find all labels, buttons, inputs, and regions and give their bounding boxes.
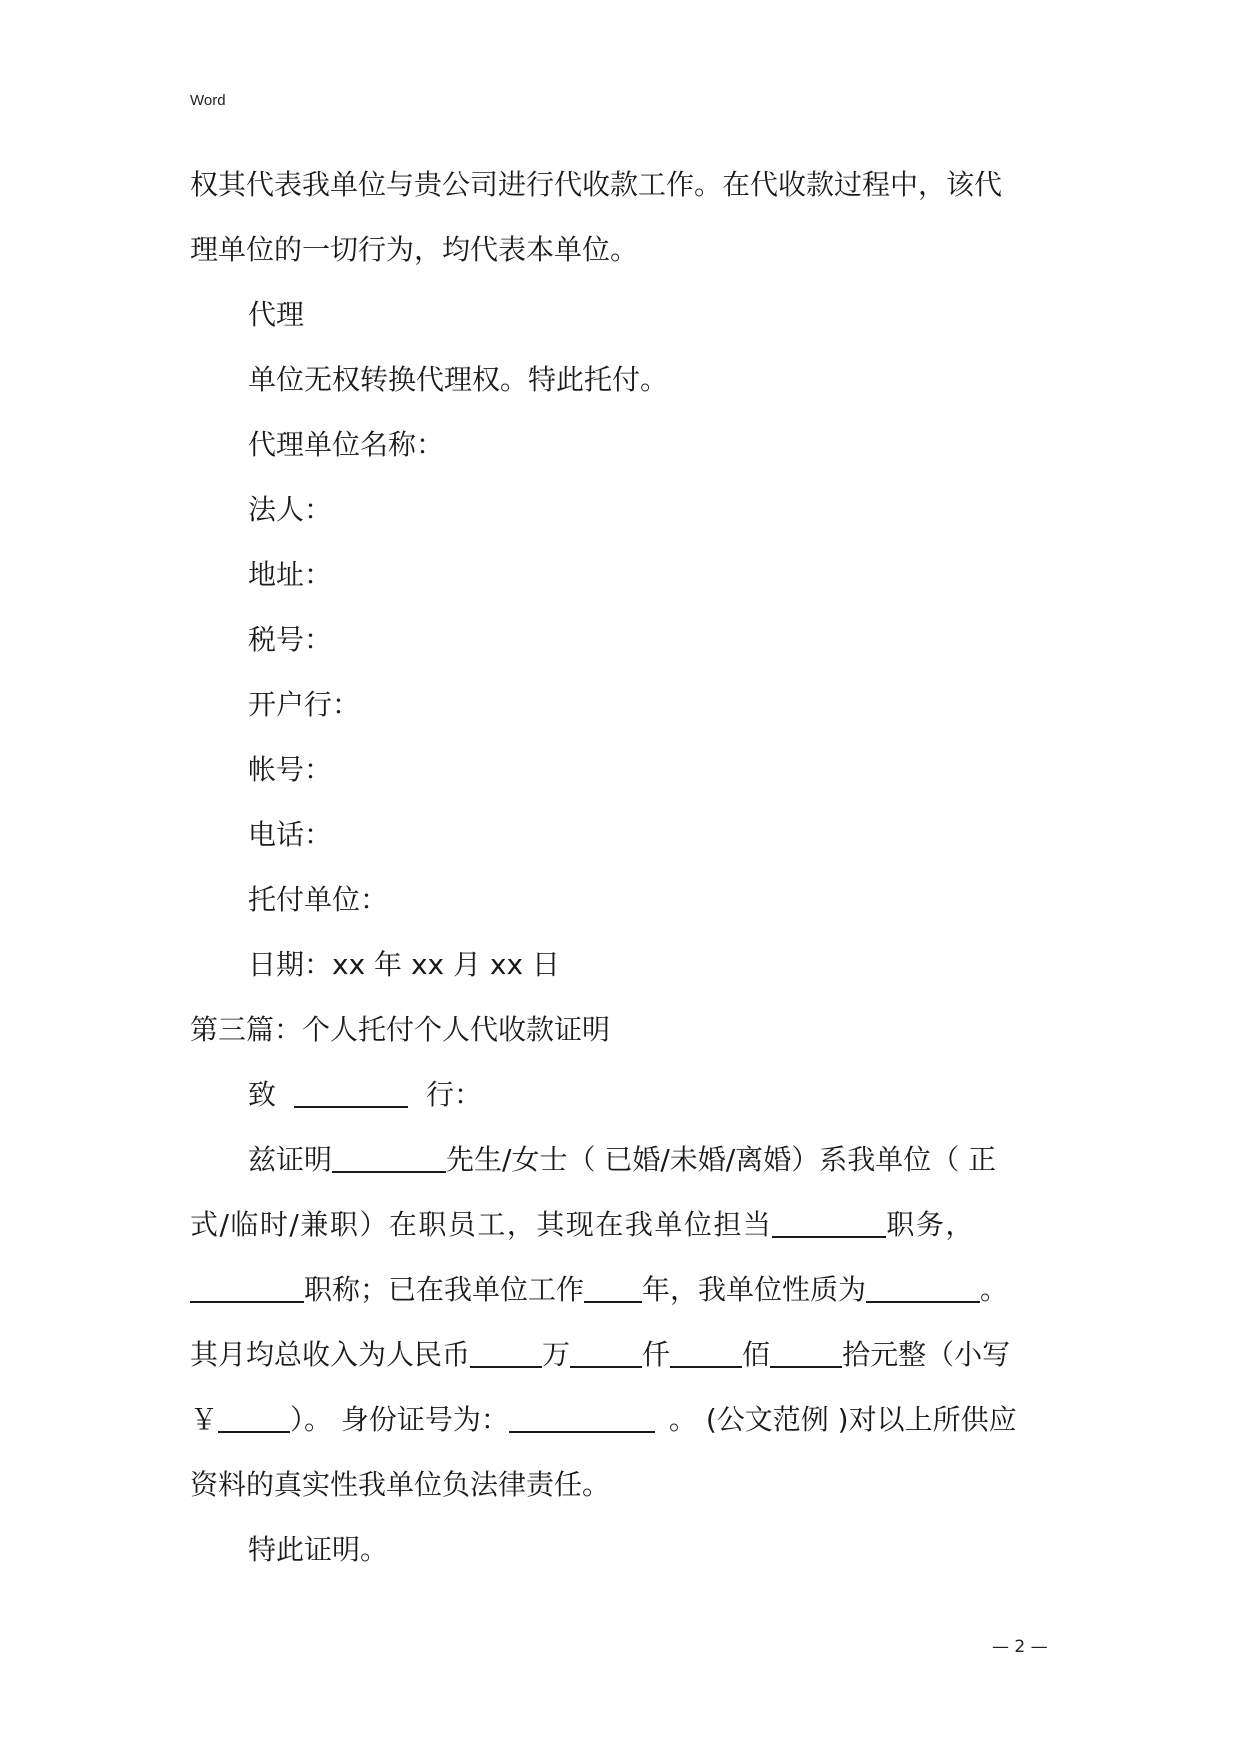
paragraph-line: 权其代表我单位与贵公司进行代收款工作。在代收款过程中，该代 <box>190 168 1003 201</box>
field-account: 帐号： <box>248 753 333 786</box>
text-run: 职务， <box>886 1208 975 1241</box>
paragraph-line: 单位无权转换代理权。特此托付。 <box>248 363 669 396</box>
text-run: 年，我单位性质为 <box>642 1273 867 1306</box>
blank-underline <box>332 1141 446 1173</box>
blank-underline <box>772 1206 886 1238</box>
text-run: 职称；已在我单位工作 <box>304 1273 585 1306</box>
text-run: 拾元整（小写 <box>842 1338 1011 1371</box>
field-legal-person: 法人： <box>248 493 333 526</box>
certificate-line <box>190 1322 1062 1387</box>
field-date: 日期：xx 年 xx 月 xx 日 <box>248 948 560 981</box>
certificate-line <box>190 1387 1062 1452</box>
field-agent-name: 代理单位名称： <box>248 428 445 461</box>
blank-underline <box>770 1336 842 1368</box>
field-principal: 托付单位： <box>248 883 389 916</box>
field-tax-number: 税号： <box>248 623 333 656</box>
section-title: 第三篇：个人托付个人代收款证明 <box>190 1013 611 1046</box>
closing-line: 特此证明。 <box>248 1533 389 1566</box>
paragraph-line: 理单位的一切行为，均代表本单位。 <box>190 233 639 266</box>
certificate-line <box>190 1257 1062 1322</box>
blank-underline <box>509 1401 655 1433</box>
paragraph-line: 代理 <box>248 298 305 331</box>
blank-underline <box>670 1336 742 1368</box>
blank-underline <box>866 1271 980 1303</box>
addressee-suffix: 行： <box>426 1078 483 1111</box>
text-run: 其月均总收入为人民币 <box>190 1338 471 1371</box>
text-run: 仟 <box>642 1338 671 1371</box>
text-run: 万 <box>542 1338 571 1371</box>
text-run: 。 (公文范例 )对以上所供应 <box>668 1403 1017 1436</box>
certificate-line <box>190 1127 1062 1192</box>
text-run: 式/临时/兼职）在职员工，其现在我单位担当 <box>190 1208 773 1241</box>
field-bank: 开户行： <box>248 688 361 721</box>
text-run: 先生/女士（ 已婚/未婚/离婚）系我单位（ 正 <box>446 1143 997 1176</box>
header-label: Word <box>190 92 226 109</box>
document-body <box>190 152 1062 1582</box>
blank-underline <box>584 1271 642 1303</box>
addressee-line <box>190 1062 1062 1127</box>
text-run: ）。 身份证号为： <box>290 1403 509 1436</box>
text-run: 佰 <box>742 1338 771 1371</box>
text-run: 。 <box>980 1273 1009 1306</box>
blank-underline <box>190 1271 304 1303</box>
certificate-line <box>190 1192 1062 1257</box>
blank-underline <box>470 1336 542 1368</box>
field-phone: 电话： <box>248 818 333 851</box>
blank-underline <box>570 1336 642 1368</box>
blank-underline <box>294 1076 408 1108</box>
field-address: 地址： <box>248 558 333 591</box>
page-number: — 2 — <box>992 1637 1048 1657</box>
addressee-prefix: 致 <box>248 1078 277 1111</box>
certificate-line: 资料的真实性我单位负法律责任。 <box>190 1468 611 1501</box>
blank-underline <box>218 1401 290 1433</box>
text-run: 兹证明 <box>248 1143 333 1176</box>
text-run: ￥ <box>190 1403 219 1436</box>
